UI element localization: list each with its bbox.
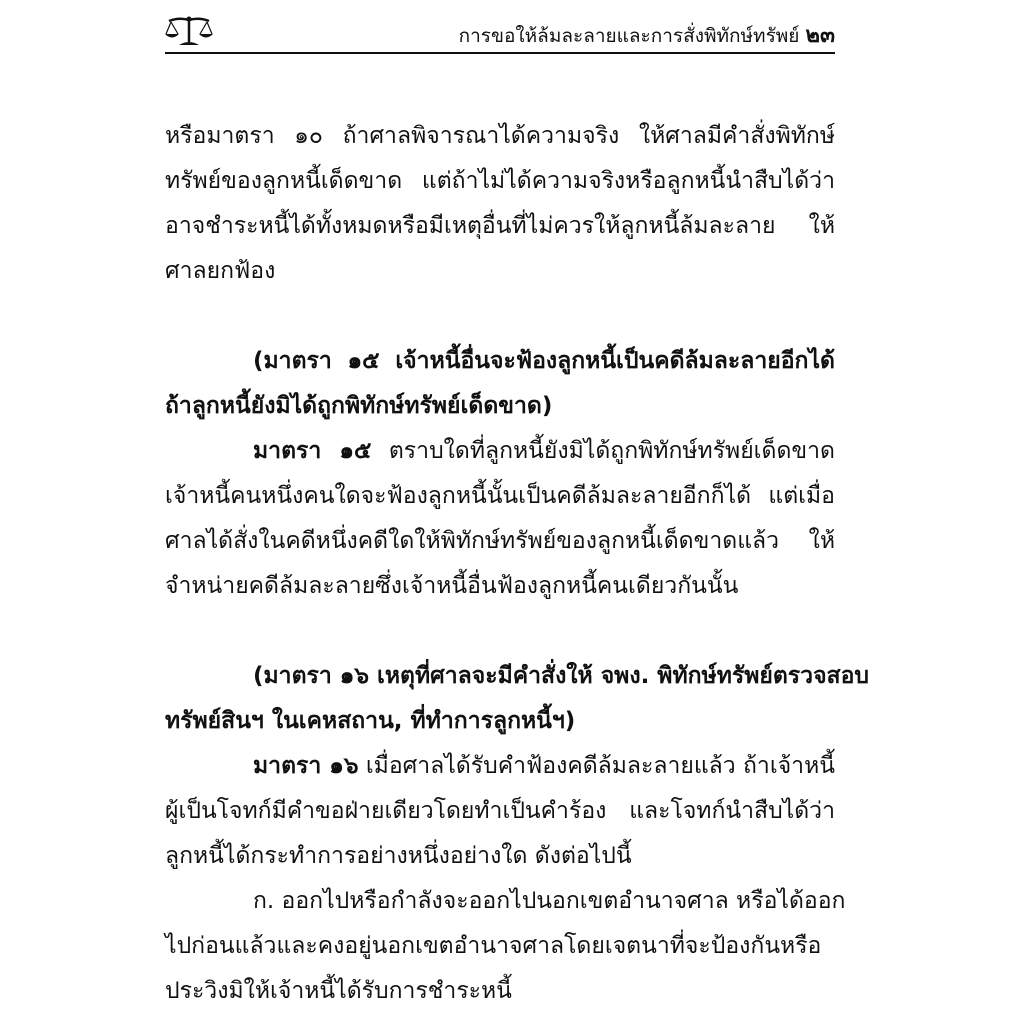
paragraph-line: ลูกหนี้ได้กระทำการอย่างหนึ่งอย่างใด ดังต่อไปนี้	[165, 843, 632, 869]
paragraph-line: ผู้เป็นโจทก์มีคำขอฝ่ายเดียวโดยทำเป็นคำร้อง และโจทก์นำสืบได้ว่า	[165, 798, 835, 824]
section-15-heading-cont	[165, 384, 835, 429]
section-16-first-line	[165, 744, 835, 789]
section-16-heading	[165, 654, 870, 699]
running-head	[459, 24, 835, 48]
paragraph-line: ทรัพย์ของลูกหนี้เด็ดขาด แต่ถ้าไม่ได้ความจริงหรือลูกหนี้นำสืบได้ว่า	[165, 168, 835, 194]
paragraph-line: อาจชำระหนี้ได้ทั้งหมดหรือมีเหตุอื่นที่ไม่ควรให้ลูกหนี้ล้มละลาย ให้	[165, 213, 835, 239]
paragraph-line: หรือมาตรา ๑๐ ถ้าศาลพิจารณาได้ความจริง ให้ศาลมีคำสั่งพิทักษ์	[165, 123, 835, 149]
item-a-first-line: ก. ออกไปหรือกำลังจะออกไปนอกเขตอำนาจศาล หรือได้ออก	[253, 888, 846, 914]
heading-line: ถ้าลูกหนี้ยังมิได้ถูกพิทักษ์ทรัพย์เด็ดขาด)	[165, 393, 553, 419]
page-body	[165, 114, 870, 1014]
section-label: มาตรา ๑๖	[253, 753, 359, 779]
page-header	[165, 12, 835, 54]
paragraph-line: เจ้าหนี้คนหนึ่งคนใดจะฟ้องลูกหนี้นั้นเป็นคดีล้มละลายอีกก็ได้ แต่เมื่อ	[165, 483, 835, 509]
section-16-heading-cont	[165, 699, 835, 744]
section-15-first-line	[165, 429, 835, 474]
heading-line: (มาตรา ๑๖ เหตุที่ศาลจะมีคำสั่งให้ จพง. พิทักษ์ทรัพย์ตรวจสอบ	[253, 663, 870, 689]
heading-line: ทรัพย์สินฯ ในเคหสถาน, ที่ทำการลูกหนี้ฯ)	[165, 708, 576, 734]
paragraph-line: ศาลยกฟ้อง	[165, 258, 276, 284]
paragraph-line: ศาลได้สั่งในคดีหนึ่งคดีใดให้พิทักษ์ทรัพย์ของลูกหนี้เด็ดขาดแล้ว ให้	[165, 528, 835, 554]
page-number: ๒๓	[805, 23, 835, 48]
section-label: มาตรา ๑๕	[253, 438, 372, 464]
section-15-heading	[165, 339, 835, 384]
paragraph-line: จำหน่ายคดีล้มละลายซึ่งเจ้าหนี้อื่นฟ้องลูกหนี้คนเดียวกันนั้น	[165, 573, 739, 599]
paragraph-text: ตราบใดที่ลูกหนี้ยังมิได้ถูกพิทักษ์ทรัพย์เด็ดขาด	[371, 438, 835, 464]
paragraph-line: ไปก่อนแล้วและคงอยู่นอกเขตอำนาจศาลโดยเจตนาที่จะป้องกันหรือ	[165, 933, 822, 959]
running-title: การขอให้ล้มละลายและการสั่งพิทักษ์ทรัพย์	[458, 25, 800, 47]
paragraph-line: ประวิงมิให้เจ้าหนี้ได้รับการชำระหนี้	[165, 978, 512, 1004]
paragraph-text: เมื่อศาลได้รับคำฟ้องคดีล้มละลายแล้ว ถ้าเจ้าหนี้	[358, 753, 835, 779]
heading-line: (มาตรา ๑๕ เจ้าหนี้อื่นจะฟ้องลูกหนี้เป็นคดีล้มละลายอีกได้	[253, 348, 835, 374]
scales-of-justice-icon	[165, 14, 213, 48]
